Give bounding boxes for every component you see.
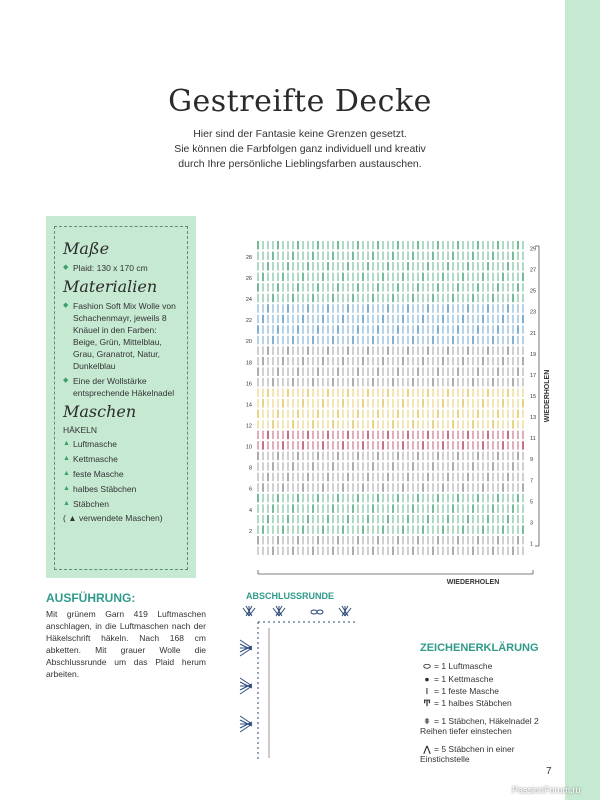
maschen-item: ▲ halbes Stäbchen — [63, 484, 137, 494]
ausfuehrung-heading: AUSFÜHRUNG: — [46, 591, 136, 605]
maschen-item: ▲ Kettmasche — [63, 454, 118, 464]
chart-row — [258, 336, 523, 345]
chart-row — [258, 462, 523, 471]
chart-row — [258, 525, 523, 534]
triangle-icon: ▲ — [63, 455, 70, 462]
diamond-icon: ◆ — [63, 264, 69, 271]
row-number-label: 10 — [245, 444, 252, 451]
row-number-label: 3 — [530, 520, 534, 527]
chart-row — [258, 346, 523, 355]
abschluss-diagram — [238, 604, 368, 764]
chart-row — [258, 367, 523, 376]
side-color-stripe — [565, 0, 600, 800]
fan-stitch-icon — [240, 716, 252, 732]
chart-row — [258, 431, 523, 440]
row-number-label: 8 — [248, 465, 252, 472]
masse-heading: Maße — [63, 239, 110, 258]
legend-item: ⬭ = 1 Luftmasche — [420, 661, 492, 671]
fan-stitch-icon — [240, 678, 252, 694]
row-number-label: 4 — [248, 507, 252, 514]
intro-line-2: Sie können die Farbfolgen ganz individuell und kreativ — [174, 143, 426, 155]
chart-row — [258, 357, 523, 366]
row-number-label: 23 — [530, 309, 537, 316]
maschen-item: ▲ Luftmasche — [63, 439, 117, 449]
materialien-item: ◆ Fashion Soft Mix Wolle von Schachenmayr, jeweils 8 Knäuel in den Farben: Beige, Grün, Mittelblau, Grau, Granatrot, Natur, Dunkelblau — [63, 301, 176, 371]
masse-item: ◆ Plaid: 130 x 170 cm — [63, 263, 148, 273]
triangle-icon: ▲ — [63, 470, 70, 477]
row-number-label: 22 — [245, 318, 252, 325]
chart-row — [258, 441, 523, 450]
legend-item: ǂ = 1 Stäbchen, Häkelnadel 2 Reihen tiefer einstechen — [420, 716, 539, 736]
chart-row — [258, 399, 523, 408]
chart-row — [258, 283, 523, 292]
chart-row — [258, 325, 523, 334]
fan-stitch-icon — [243, 606, 255, 616]
ausfuehrung-text: Mit grünem Garn 419 Luftmaschen anschlagen, in die Luftmaschen nach der Häkelschrift häkeln. Nach 168 cm abketten. Mit grauer Wolle die Abschlussrunde um das Plaid herum arbeiten. — [46, 609, 206, 679]
page-number: 7 — [546, 766, 552, 777]
intro-text — [130, 127, 470, 172]
row-number-label: 15 — [530, 394, 537, 400]
maschen-heading: Maschen — [63, 402, 137, 421]
materials-content — [54, 226, 188, 570]
row-number-label: 27 — [530, 267, 537, 274]
row-number-label: 17 — [530, 372, 537, 379]
materialien-heading: Materialien — [63, 277, 158, 296]
chart-row — [258, 378, 523, 387]
crochet-chart — [238, 226, 554, 586]
intro-line-1: Hier sind der Fantasie keine Grenzen gesetzt. — [193, 128, 407, 140]
row-number-label: 2 — [248, 528, 252, 535]
abschluss-heading: ABSCHLUSSRUNDE — [246, 591, 335, 601]
haekeln-label: HÄKELN — [63, 425, 98, 435]
crochet-chart-svg — [238, 226, 554, 586]
intro-line-3: durch Ihre persönliche Lieblingsfarben austauschen. — [178, 158, 422, 170]
row-number-label: 9 — [530, 457, 534, 464]
watermark: PassionForum.ru — [512, 785, 581, 795]
row-number-label: 18 — [245, 360, 252, 367]
row-number-label: 21 — [530, 330, 537, 337]
maschen-item: ▲ feste Masche — [63, 469, 124, 479]
chart-row — [258, 494, 523, 503]
row-number-label: 29 — [530, 246, 537, 253]
chart-row — [258, 483, 523, 492]
slip-stitch-icon: ● — [424, 674, 430, 684]
fan-stitch-icon — [273, 606, 285, 616]
double-crochet-icon: ǂ — [424, 716, 430, 726]
legend-item: ● = 1 Kettmasche — [420, 674, 493, 684]
diamond-icon: ◆ — [63, 377, 69, 384]
diamond-icon: ◆ — [63, 302, 69, 309]
maschen-note: ( ▲ verwendete Maschen) — [63, 513, 163, 523]
row-number-label: 5 — [530, 499, 534, 506]
chart-row — [258, 252, 523, 261]
row-number-label: 12 — [245, 423, 252, 430]
chart-row — [258, 536, 523, 545]
chain-stitch-icon — [317, 610, 323, 614]
chain-stitch-icon — [311, 610, 317, 614]
chart-row — [258, 515, 523, 524]
chart-row — [258, 504, 523, 513]
single-crochet-icon: ǀ — [425, 686, 429, 696]
chart-row — [258, 262, 523, 271]
chart-row — [258, 304, 523, 313]
row-number-label: 24 — [245, 297, 252, 304]
legend-item: ǀ = 1 feste Masche — [420, 686, 499, 696]
chart-row — [258, 241, 523, 250]
triangle-icon: ▲ — [63, 485, 70, 492]
chart-row — [258, 410, 523, 419]
half-double-crochet-icon: Ͳ — [423, 698, 431, 708]
triangle-icon: ▲ — [63, 500, 70, 507]
row-number-label: 11 — [530, 436, 536, 443]
maschen-item: ▲ Stäbchen — [63, 499, 109, 509]
row-number-label: 14 — [245, 402, 252, 409]
row-number-label: 6 — [248, 486, 252, 493]
legend-heading: ZEICHENERKLÄRUNG — [420, 642, 539, 654]
chart-row — [258, 315, 523, 324]
chart-row — [258, 420, 523, 429]
chart-row — [258, 294, 523, 303]
chart-row — [258, 546, 523, 555]
bottom-repeat-label: WIEDERHOLEN — [446, 579, 500, 586]
chain-stitch-icon: ⬭ — [423, 661, 431, 671]
legend-item: Ͳ = 1 halbes Stäbchen — [420, 698, 512, 708]
row-number-label: 19 — [530, 351, 537, 358]
chart-row — [258, 452, 523, 461]
fan-stitch-icon — [240, 640, 252, 656]
triangle-icon: ▲ — [63, 440, 70, 447]
row-number-label: 1 — [530, 541, 534, 548]
shell-stitch-icon: ⋀ — [423, 744, 431, 754]
fan-stitch-icon — [339, 606, 351, 616]
legend-item: ⋀ = 5 Stäbchen in einer Einstichstelle — [420, 744, 515, 764]
materialien-item: ◆ Eine der Wollstärke entsprechende Häkelnadel — [63, 376, 175, 398]
chart-row — [258, 473, 523, 482]
chart-row — [258, 388, 523, 397]
row-number-label: 16 — [245, 381, 252, 388]
side-repeat-label: WIEDERHOLEN — [544, 369, 551, 423]
row-number-label: 7 — [530, 478, 534, 485]
row-number-label: 20 — [245, 339, 252, 346]
row-number-label: 25 — [530, 288, 537, 295]
chart-rows-stub — [268, 628, 270, 758]
chart-row — [258, 273, 523, 282]
row-number-label: 13 — [530, 415, 537, 422]
row-number-label: 28 — [245, 254, 252, 261]
page-title: Gestreifte Decke — [168, 84, 432, 119]
row-number-label: 26 — [245, 276, 252, 283]
